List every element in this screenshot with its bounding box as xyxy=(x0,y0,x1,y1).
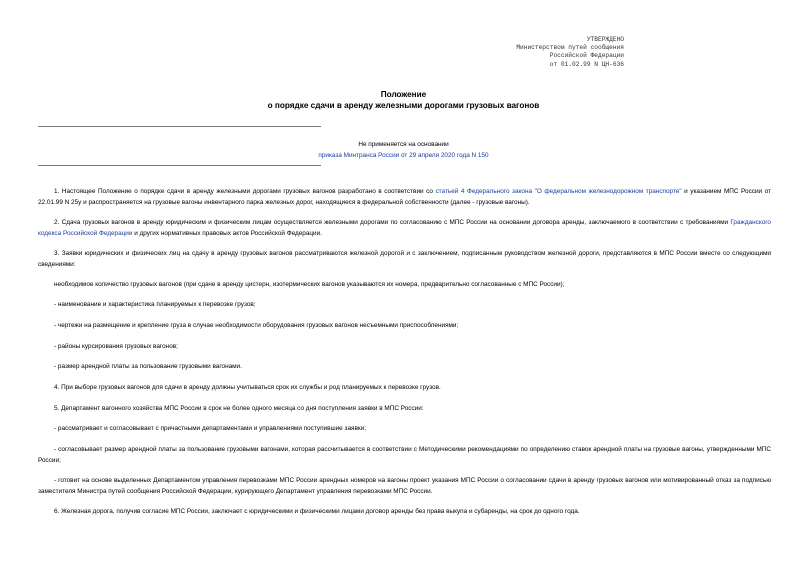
law-article-link[interactable]: статьей 4 Федерального закона "О федеральном железнодорожном транспорте" xyxy=(435,188,682,195)
paragraph-5: 5. Департамент вагонного хозяйства МПС России в срок не более одного месяца со дня поступления заявки в МПС России: xyxy=(54,405,424,412)
paragraph-1 xyxy=(38,186,771,208)
civil-code-link[interactable]: Гражданского кодекса Российской Федерации xyxy=(38,219,771,237)
approval-line: Российской Федерации xyxy=(549,52,624,60)
paragraph-text: и указанием МПС России от 22.01.99 N 25у и распространяется на грузовые вагоны инвентарного парка железных дорог, находящиеся в федеральной собственности (далее - грузовые вагоны). xyxy=(38,188,771,206)
list-item: - наименование и характеристика планируемых к перевозке грузов; xyxy=(54,301,256,308)
divider-top xyxy=(38,126,321,127)
approval-line: Министерством путей сообщения xyxy=(516,44,624,52)
title-line-1: Положение xyxy=(380,90,427,99)
list-item: - согласовывает размер арендной платы за пользование грузовыми вагонами, которая рассчитывается в соответствии с Методическими рекомендациями по определению ставок арендной платы на грузовые вагоны, утвержденными МПС России; xyxy=(38,446,771,464)
approval-line: УТВЕРЖДЕНО xyxy=(586,36,624,43)
paragraph-text: 2. Сдача грузовых вагонов в аренду юридическим и физическим лицам осуществляется железными дорогами по согласованию с МПС России на основании договора аренды, заключаемого в соответствии с требованиями xyxy=(54,219,731,226)
notice-link[interactable]: приказа Минтранса России от 29 апреля 2020 года N 150 xyxy=(318,152,489,159)
status-notice xyxy=(0,139,807,161)
divider-bottom xyxy=(38,165,321,166)
list-item: необходимое количество грузовых вагонов (при сдаче в аренду цистерн, изотермических вагонов указываются их номера, предварительно согласованные с МПС России); xyxy=(54,281,565,288)
list-item: - готовит на основе выделенных Департаментом управления перевозками МПС России арендных номеров на вагоны проект указания МПС России о согласовании сдачи в аренду грузовых вагонов или мотивированный отказ за подписью заместителя Министра путей сообщения Российской Федерации, курирующего Департамент управления перевозками МПС России. xyxy=(38,477,771,495)
paragraph-2 xyxy=(38,217,771,239)
list-item: - размер арендной платы за пользование грузовыми вагонами. xyxy=(54,363,242,370)
list-item: - рассматривает и согласовывает с причастными департаментами и управлениями поступившие заявки; xyxy=(54,425,366,432)
document-title xyxy=(0,89,807,111)
paragraph-4: 4. При выборе грузовых вагонов для сдачи в аренду должны учитываться срок их службы и род планируемых к перевозке грузов. xyxy=(54,384,441,391)
list-item: - районы курсирования грузовых вагонов; xyxy=(54,343,178,350)
title-line-2: о порядке сдачи в аренду железными дорогами грузовых вагонов xyxy=(267,101,540,110)
paragraph-3: 3. Заявки юридических и физических лиц на сдачу в аренду грузовых вагонов рассматриваются железной дорогой и с заключением, подписанным руководством железной дороги, представляются в МПС России вместе со следующими сведениями: xyxy=(38,250,771,268)
approval-stamp xyxy=(516,36,624,69)
paragraph-text: и других нормативных правовых актов Российской Федерации. xyxy=(132,230,322,237)
approval-line: от 01.02.99 N ЦН-636 xyxy=(549,60,624,68)
paragraph-6: 6. Железная дорога, получив согласие МПС России, заключает с юридическими и физическими лицами договор аренды без права выкупа и субаренды, на срок до одного года. xyxy=(54,508,580,515)
list-item: - чертежи на размещение и крепление груза в случае необходимости оборудования грузовых вагонов несъемными приспособлениями; xyxy=(54,322,459,329)
notice-text: Не применяется на основании xyxy=(358,141,449,148)
paragraph-text: 1. Настоящее Положение о порядке сдачи в аренду железными дорогами грузовых вагонов разработано в соответствии со xyxy=(54,188,436,195)
